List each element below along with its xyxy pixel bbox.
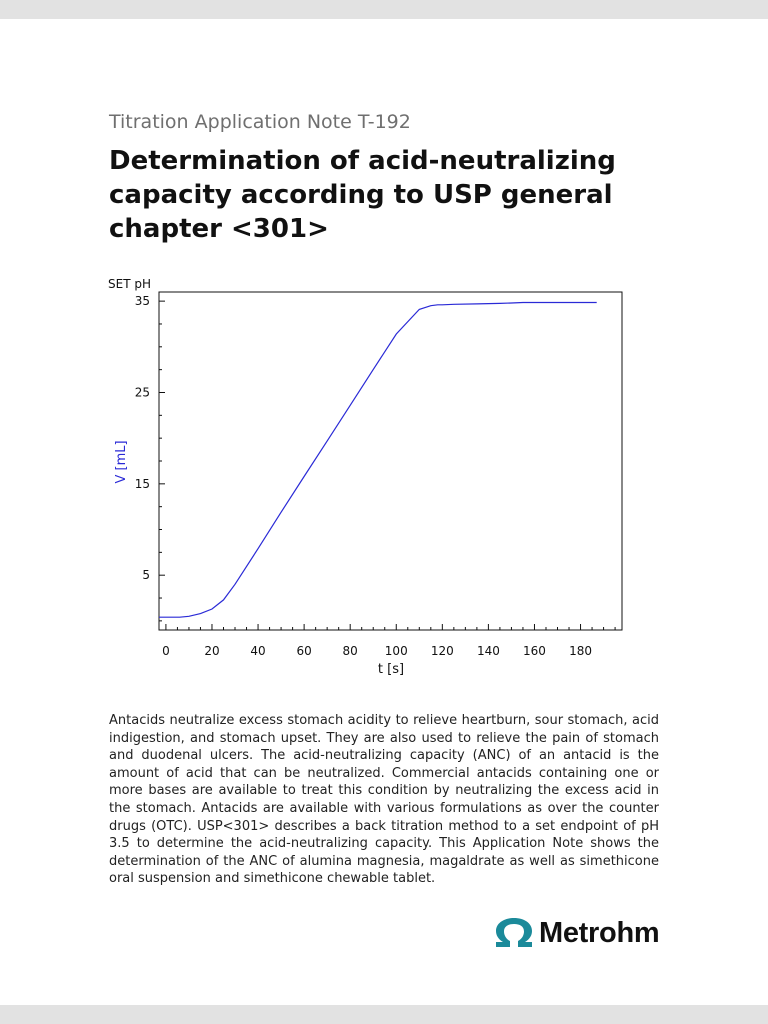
x-tick-label: 100 — [384, 644, 408, 658]
application-note-label: Titration Application Note T-192 — [109, 111, 411, 133]
x-tick-label: 120 — [430, 644, 454, 658]
y-axis-label: V [mL] — [114, 440, 129, 484]
titration-chart — [100, 270, 640, 690]
bottom-band — [0, 1005, 768, 1024]
x-tick-label: 140 — [476, 644, 500, 658]
intro-paragraph: Antacids neutralize excess stomach acidity to relieve heartburn, sour stomach, acid indigestion, and stomach upset. They are also used to relieve the pain of stomach and duodenal ulcers. The acid-neutralizing capacity (ANC) of an antacid is the amount of acid that can be neutralized. Commercial antacids containing one or more bases are available to treat this condition by neutralizing the excess acid in the stomach. Antacids are available with various formulations as over the counter drugs (OTC). USP<301> describes a back titration method to a set endpoint of pH 3.5 to determine the acid-neutralizing capacity. This Application Note shows the determination of the ANC of alumina magnesia, magaldrate as well as simethicone oral suspension and simethicone chewable tablet. — [109, 713, 659, 887]
series-line-volume — [159, 303, 597, 618]
x-tick-label: 20 — [204, 644, 220, 658]
x-tick-label: 80 — [342, 644, 358, 658]
axis-ticks — [135, 294, 615, 658]
y-tick-label: 15 — [134, 476, 150, 491]
omega-icon — [493, 916, 535, 950]
document-title: Determination of acid-neutralizing capacity according to USP general chapter <301> — [109, 146, 616, 244]
x-tick-label: 160 — [523, 644, 546, 658]
x-tick-label: 40 — [250, 644, 266, 658]
x-tick-label: 180 — [569, 644, 592, 658]
x-axis-label: t [s] — [377, 662, 405, 677]
y-tick-label: 25 — [134, 385, 150, 400]
top-band — [0, 0, 768, 19]
y-tick-label: 5 — [142, 568, 150, 583]
x-tick-label: 60 — [296, 644, 312, 658]
y-tick-label: 35 — [134, 294, 150, 309]
chart-title: SET pH — [108, 277, 151, 291]
logo-wordmark: Metrohm — [539, 917, 660, 949]
x-tick-label: 0 — [162, 644, 170, 658]
